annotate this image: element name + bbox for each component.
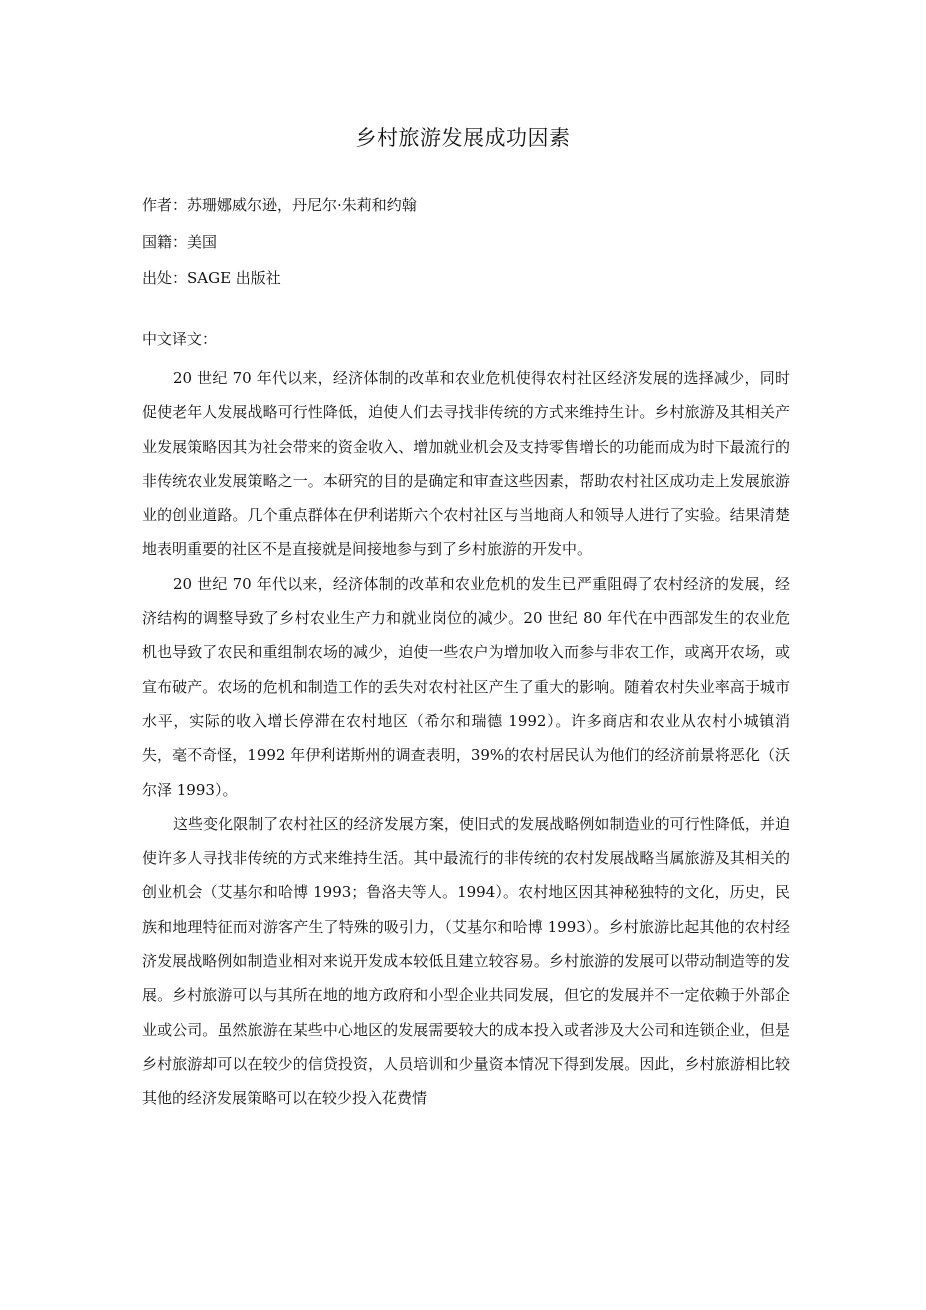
nationality-line: 国籍：美国 <box>142 233 218 251</box>
paragraph-1: 20 世纪 70 年代以来，经济体制的改革和农业危机使得农村社区经济发展的选择减少，同时促使老年人发展战略可行性降低，迫使人们去寻找非传统的方式来维持生计。乡村旅游及其相关产业发展策略因其为社会带来的资金收入、增加就业机会及支持零售增长的功能而成为时下最流行的非传统农业发展策略之一。本研究的目的是确定和审查这些因素，帮助农村社区成功走上发展旅游业的创业道路。几个重点群体在伊利诺斯六个农村社区与当地商人和领导人进行了实验。结果清楚地表明重要的社区不是直接就是间接地参与到了乡村旅游的开发中。 <box>142 369 790 559</box>
paragraph-2: 20 世纪 70 年代以来，经济体制的改革和农业危机的发生已严重阻碍了农村经济的发展，经济结构的调整导致了乡村农业生产力和就业岗位的减少。20 世纪 80 年代在中西部发生的农业危机也导致了农民和重组制农场的减少，迫使一些农户为增加收入而参与非农工作，或离开农场，或宣布破产。农场的危机和制造工作的丢失对农村社区产生了重大的影响。随着农村失业率高于城市水平，实际的收入增长停滞在农村地区（希尔和瑞德 1992）。许多商店和农业从农村小城镇消失，毫不奇怪，1992 年伊利诺斯州的调查表明，39%的农村居民认为他们的经济前景将恶化（沃尔泽 1993）。 <box>142 574 790 799</box>
source-line: 出处：SAGE 出版社 <box>142 269 281 287</box>
author-line: 作者：苏珊娜威尔逊，丹尼尔·朱莉和约翰 <box>142 196 417 214</box>
paragraph-3: 这些变化限制了农村社区的经济发展方案，使旧式的发展战略例如制造业的可行性降低，并迫使许多人寻找非传统的方式来维持生活。其中最流行的非传统的农村发展战略当属旅游及其相关的创业机会（艾基尔和哈博 1993；鲁洛夫等人。1994）。农村地区因其神秘独特的文化，历史，民族和地理特征而对游客产生了特殊的吸引力，（艾基尔和哈博 1993）。乡村旅游比起其他的农村经济发展战略例如制造业相对来说开发成本较低且建立较容易。乡村旅游的发展可以带动制造等的发展。乡村旅游可以与其所在地的地方政府和小型企业共同发展，但它的发展并不一定依赖于外部企业或公司。虽然旅游在某些中心地区的发展需要较大的成本投入或者涉及大公司和连锁企业，但是乡村旅游却可以在较少的信贷投资，人员培训和少量资本情况下得到发展。因此，乡村旅游相比较其他的经济发展策略可以在较少投入花费情 <box>142 814 790 1108</box>
body-text <box>142 361 790 1116</box>
document-title: 乡村旅游发展成功因素 <box>355 126 571 150</box>
translation-label: 中文译文： <box>142 330 218 348</box>
